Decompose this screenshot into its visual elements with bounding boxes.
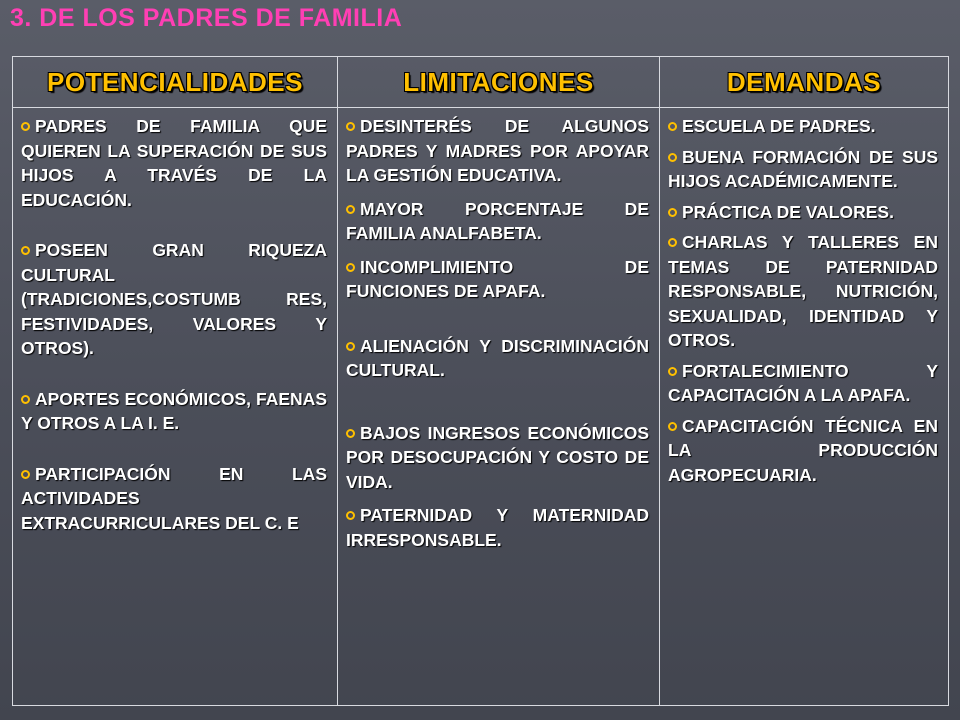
list-item-text: ALIENACIÓN Y DISCRIMINACIÓN CULTURAL. — [346, 335, 649, 380]
list-item-text: BAJOS INGRESOS ECONÓMICOS POR DESOCUPACIÓN Y COSTO DE VIDA. — [346, 422, 649, 492]
list-item — [668, 414, 938, 488]
list-item-text: INCOMPLIMIENTO DE FUNCIONES DE APAFA. — [346, 256, 649, 301]
header-demandas: DEMANDAS — [660, 57, 949, 108]
circle-bullet-icon — [668, 122, 677, 131]
list-item — [346, 114, 649, 188]
list-item-text: PARTICIPACIÓN EN LAS ACTIVIDADES EXTRACURRICULARES DEL C. E — [21, 463, 327, 533]
list-item — [346, 197, 649, 246]
table-body-row — [13, 108, 949, 706]
circle-bullet-icon — [346, 429, 355, 438]
circle-bullet-icon — [668, 367, 677, 376]
list-item-text: APORTES ECONÓMICOS, FAENAS Y OTROS A LA I. E. — [21, 388, 327, 433]
circle-bullet-icon — [21, 122, 30, 131]
limitaciones-cell — [338, 108, 660, 706]
list-item — [21, 387, 327, 436]
header-potencialidades: POTENCIALIDADES — [13, 57, 338, 108]
circle-bullet-icon — [21, 246, 30, 255]
list-item — [668, 114, 938, 139]
list-item-text: ESCUELA DE PADRES. — [682, 116, 876, 136]
list-item — [668, 200, 938, 225]
list-item — [668, 145, 938, 194]
list-item — [346, 334, 649, 383]
circle-bullet-icon — [668, 238, 677, 247]
circle-bullet-icon — [21, 395, 30, 404]
list-item-text: MAYOR PORCENTAJE DE FAMILIA ANALFABETA. — [346, 198, 649, 243]
list-item-text: BUENA FORMACIÓN DE SUS HIJOS ACADÉMICAMENTE. — [668, 146, 938, 191]
list-item-text: PATERNIDAD Y MATERNIDAD IRRESPONSABLE. — [346, 505, 649, 550]
list-item-text: PADRES DE FAMILIA QUE QUIEREN LA SUPERACIÓN DE SUS HIJOS A TRAVÉS DE LA EDUCACIÓN. — [21, 116, 327, 210]
circle-bullet-icon — [668, 153, 677, 162]
circle-bullet-icon — [668, 422, 677, 431]
circle-bullet-icon — [346, 342, 355, 351]
header-limitaciones: LIMITACIONES — [338, 57, 660, 108]
table-header-row — [13, 57, 949, 108]
list-item — [668, 359, 938, 408]
demandas-cell — [660, 108, 949, 706]
list-item-text: PRÁCTICA DE VALORES. — [682, 201, 894, 222]
circle-bullet-icon — [668, 208, 677, 217]
list-item — [668, 230, 938, 353]
list-item-text: CAPACITACIÓN TÉCNICA EN LA PRODUCCIÓN AGROPECUARIA. — [668, 415, 938, 485]
list-item — [346, 503, 649, 552]
list-item — [21, 462, 327, 536]
list-item — [21, 238, 327, 361]
list-item — [346, 421, 649, 495]
circle-bullet-icon — [346, 511, 355, 520]
list-item — [346, 255, 649, 304]
list-item — [21, 114, 327, 212]
family-analysis-table — [12, 56, 949, 706]
list-item-text: CHARLAS Y TALLERES EN TEMAS DE PATERNIDAD RESPONSABLE, NUTRICIÓN, SEXUALIDAD, IDENTIDAD Y OTROS. — [668, 232, 938, 350]
list-item-text: FORTALECIMIENTO Y CAPACITACIÓN A LA APAFA. — [668, 360, 938, 405]
circle-bullet-icon — [346, 122, 355, 131]
circle-bullet-icon — [346, 263, 355, 272]
potencialidades-cell — [13, 108, 338, 706]
circle-bullet-icon — [346, 205, 355, 214]
list-item-text: DESINTERÉS DE ALGUNOS PADRES Y MADRES POR APOYAR LA GESTIÓN EDUCATIVA. — [346, 116, 649, 185]
list-item-text: POSEEN GRAN RIQUEZA CULTURAL (TRADICIONES,COSTUMB RES, FESTIVIDADES, VALORES Y OTROS). — [21, 240, 327, 358]
circle-bullet-icon — [21, 470, 30, 479]
page-title: 3. DE LOS PADRES DE FAMILIA — [10, 4, 403, 32]
